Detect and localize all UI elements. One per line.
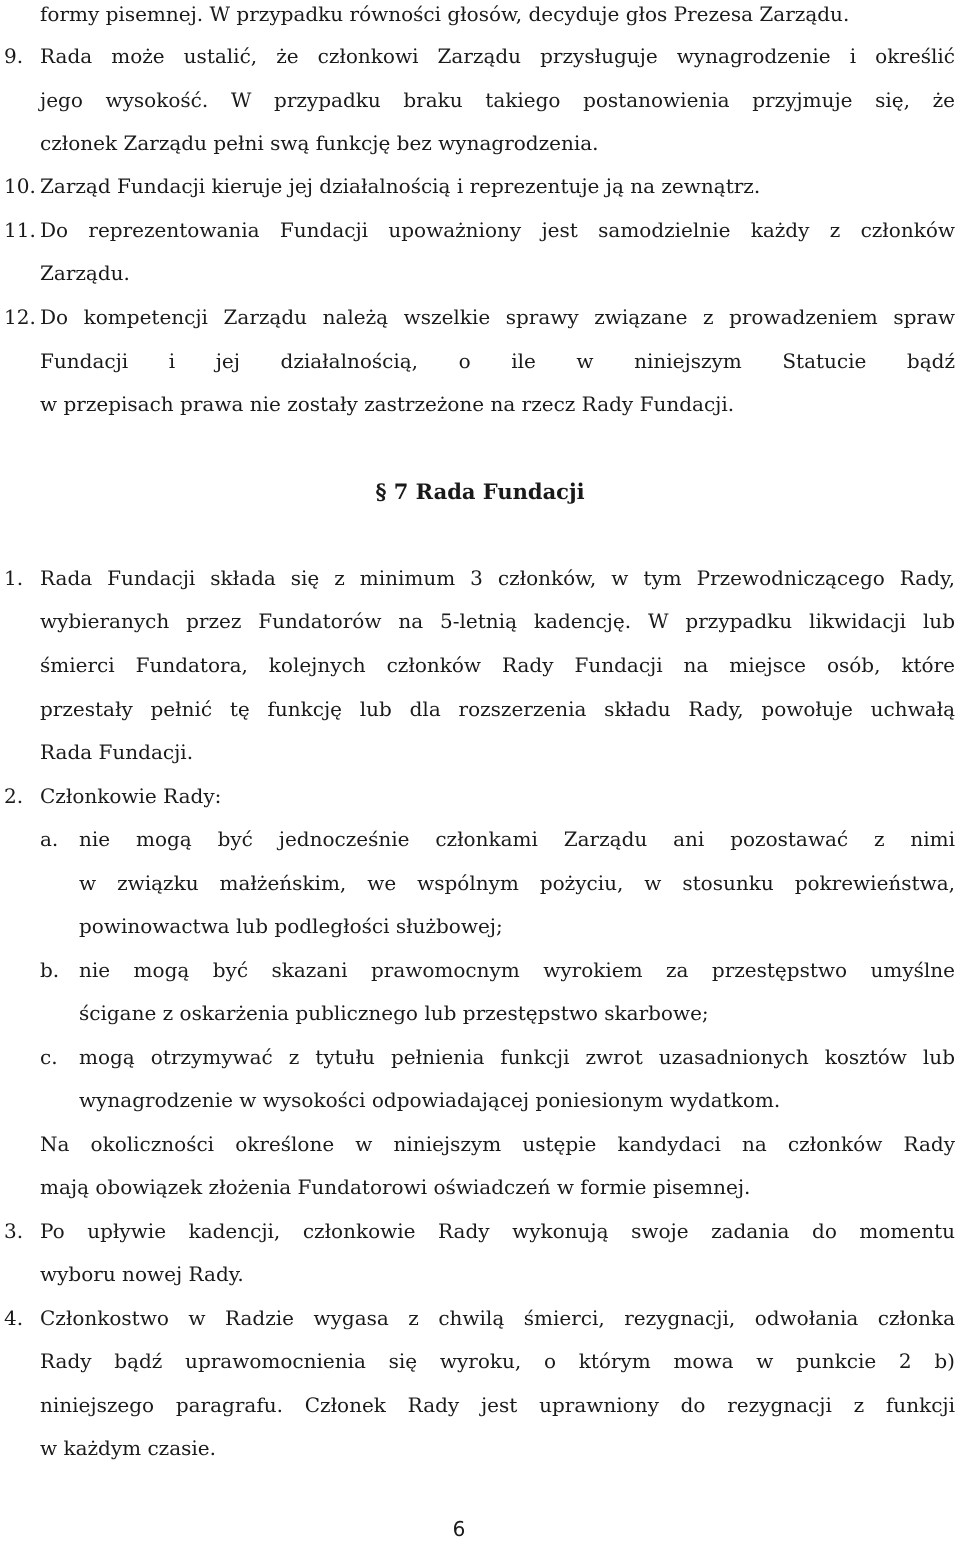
text-line: formy pisemnej. W przypadku równości głosów, decyduje głos Prezesa Zarządu. xyxy=(40,2,850,26)
item-12-line-2: Fundacji i jej działalnością, o ile w niniejszym Statucie bądź xyxy=(40,349,955,373)
rada-item-3-line-2: wyboru nowej Rady. xyxy=(40,1262,244,1286)
item-number: 9. xyxy=(4,44,24,68)
subitem-a-line-1: nie mogą być jednocześnie członkami Zarządu ani pozostawać z nimi xyxy=(79,827,955,851)
rada-item-2-line-1: Członkowie Rady: xyxy=(40,784,222,808)
item-number: 4. xyxy=(4,1306,24,1330)
rada-item-1-line-1: Rada Fundacji składa się z minimum 3 członków, w tym Przewodniczącego Rady, xyxy=(40,566,955,590)
item-number: 1. xyxy=(4,566,24,590)
item-9-line-2: jego wysokość. W przypadku braku takiego postanowienia przyjmuje się, że xyxy=(40,88,955,112)
page-number: 6 xyxy=(452,1517,466,1541)
subitem-letter: a. xyxy=(40,827,59,851)
section-heading: § 7 Rada Fundacji xyxy=(375,479,585,504)
subitem-a-line-3: powinowactwa lub podległości służbowej; xyxy=(79,914,503,938)
subitem-letter: b. xyxy=(40,958,60,982)
rada-item-2-note-line-1: Na okoliczności określone w niniejszym ustępie kandydaci na członków Rady xyxy=(40,1132,955,1156)
item-9-line-3: członek Zarządu pełni swą funkcję bez wynagrodzenia. xyxy=(40,131,599,155)
rada-item-1-line-5: Rada Fundacji. xyxy=(40,740,194,764)
subitem-b-line-1: nie mogą być skazani prawomocnym wyrokiem za przestępstwo umyślne xyxy=(79,958,955,982)
rada-item-1-line-3: śmierci Fundatora, kolejnych członków Rady Fundacji na miejsce osób, które xyxy=(40,653,955,677)
item-number: 2. xyxy=(4,784,24,808)
rada-item-4-line-4: w każdym czasie. xyxy=(40,1436,216,1460)
subitem-c-line-1: mogą otrzymywać z tytułu pełnienia funkcji zwrot uzasadnionych kosztów lub xyxy=(79,1045,955,1069)
item-12-line-3: w przepisach prawa nie zostały zastrzeżone na rzecz Rady Fundacji. xyxy=(40,392,735,416)
rada-item-4-line-2: Rady bądź uprawomocnienia się wyroku, o którym mowa w punkcie 2 b) xyxy=(40,1349,955,1373)
subitem-c-line-2: wynagrodzenie w wysokości odpowiadającej poniesionym wydatkom. xyxy=(79,1088,781,1112)
item-number: 12. xyxy=(4,305,36,329)
subitem-b-line-2: ścigane z oskarżenia publicznego lub przestępstwo skarbowe; xyxy=(79,1001,709,1025)
item-number: 3. xyxy=(4,1219,24,1243)
rada-item-4-line-3: niniejszego paragrafu. Członek Rady jest uprawniony do rezygnacji z funkcji xyxy=(40,1393,955,1417)
item-11-line-2: Zarządu. xyxy=(40,261,130,285)
item-10-line-1: Zarząd Fundacji kieruje jej działalnością i reprezentuje ją na zewnątrz. xyxy=(40,174,761,198)
subitem-letter: c. xyxy=(40,1045,58,1069)
rada-item-2-note-line-2: mają obowiązek złożenia Fundatorowi oświadczeń w formie pisemnej. xyxy=(40,1175,751,1199)
item-number: 11. xyxy=(4,218,36,242)
rada-item-4-line-1: Członkostwo w Radzie wygasa z chwilą śmierci, rezygnacji, odwołania członka xyxy=(40,1306,955,1330)
rada-item-3-line-1: Po upływie kadencji, członkowie Rady wykonują swoje zadania do momentu xyxy=(40,1219,955,1243)
rada-item-1-line-2: wybieranych przez Fundatorów na 5-letnią kadencję. W przypadku likwidacji lub xyxy=(40,609,955,633)
item-11-line-1: Do reprezentowania Fundacji upoważniony jest samodzielnie każdy z członków xyxy=(40,218,955,242)
item-number: 10. xyxy=(4,174,36,198)
subitem-a-line-2: w związku małżeńskim, we wspólnym pożyciu, w stosunku pokrewieństwa, xyxy=(79,871,955,895)
rada-item-1-line-4: przestały pełnić tę funkcję lub dla rozszerzenia składu Rady, powołuje uchwałą xyxy=(40,697,955,721)
item-9-line-1: Rada może ustalić, że członkowi Zarządu przysługuje wynagrodzenie i określić xyxy=(40,44,955,68)
item-12-line-1: Do kompetencji Zarządu należą wszelkie sprawy związane z prowadzeniem spraw xyxy=(40,305,955,329)
